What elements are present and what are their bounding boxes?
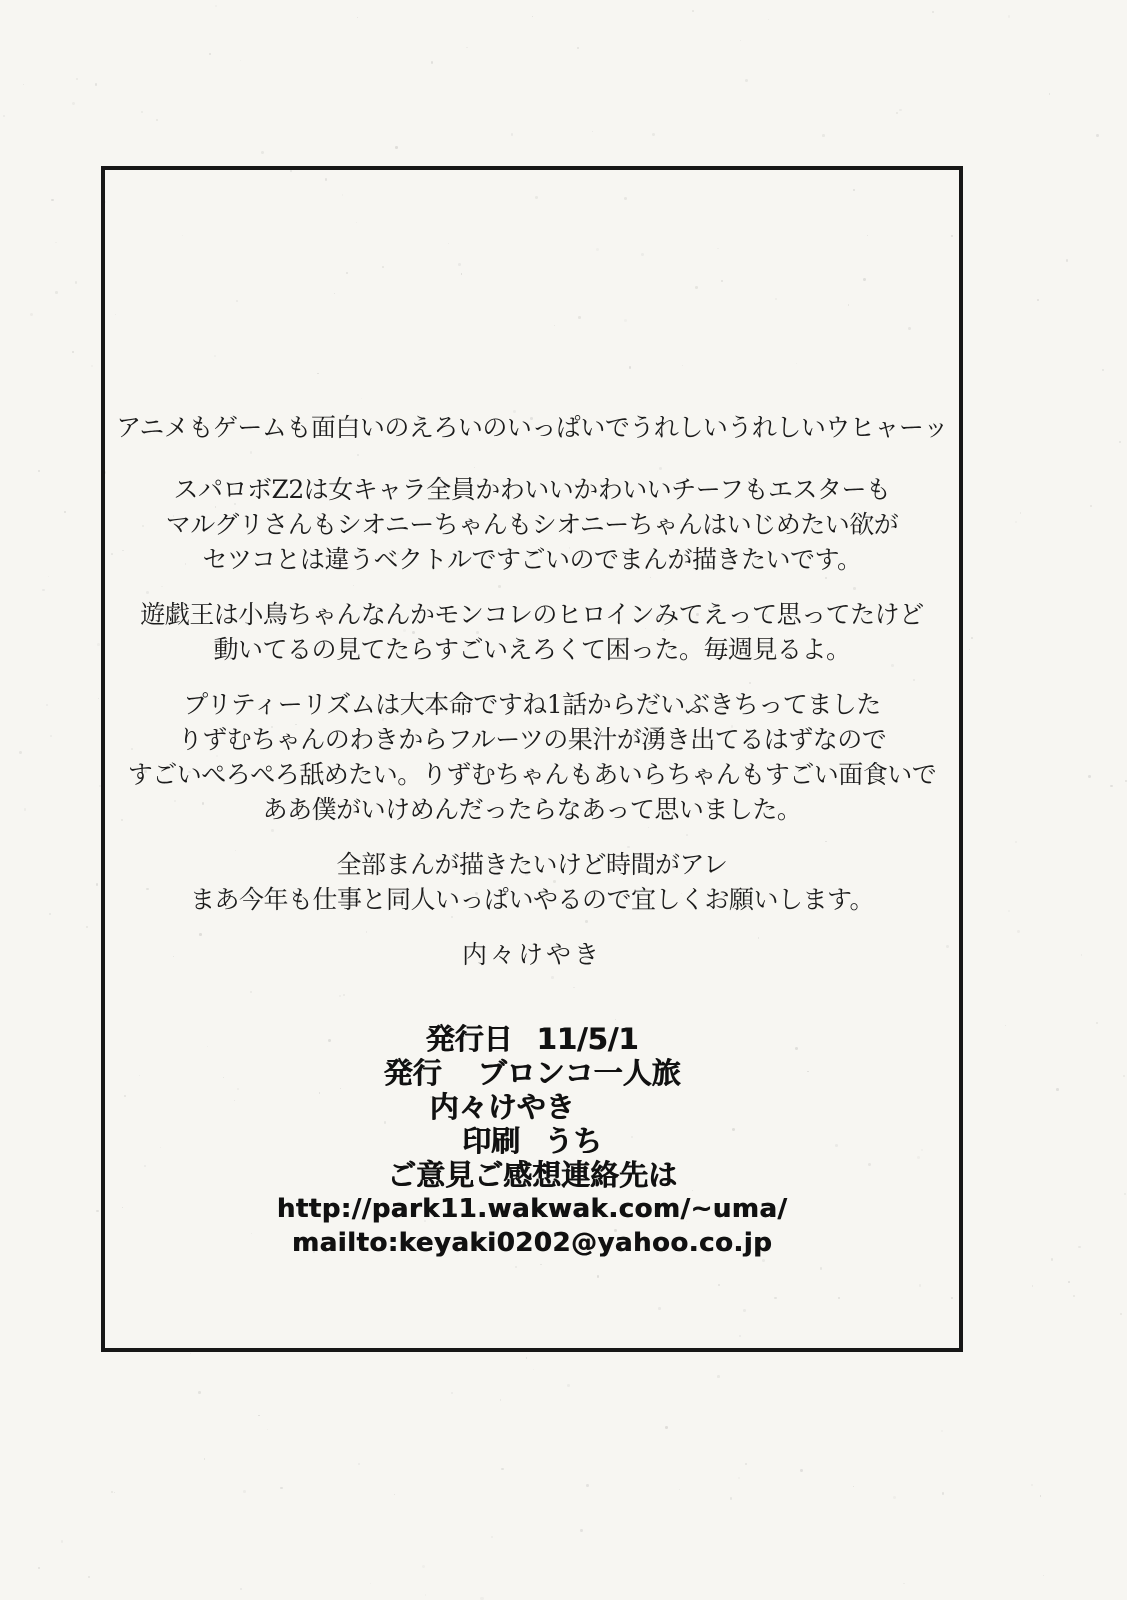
afterword-line: セツコとは違うベクトルですごいのでまんが描きたいです。	[202, 545, 862, 574]
colophon-website: http://park11.wakwak.com/~uma/	[276, 1194, 788, 1224]
publish-date-label: 発行日	[425, 1022, 513, 1056]
printing-value: うち	[544, 1124, 603, 1158]
page-border-frame	[101, 166, 963, 1352]
colophon-printing-row	[105, 1124, 959, 1158]
afterword-paragraph	[105, 472, 959, 577]
afterword-line: スパロボZ2は女キャラ全員かわいいかわいいチーフもエスターも	[173, 475, 891, 504]
afterword-content	[105, 170, 959, 1260]
afterword-line: 全部まんが描きたいけど時間がアレ	[336, 850, 728, 879]
colophon-author-row	[75, 1090, 929, 1124]
afterword-paragraph	[105, 410, 959, 445]
colophon-contact-heading: ご意見ご感想連絡先は	[386, 1158, 677, 1192]
afterword-line: まあ今年も仕事と同人いっぱいやるので宜しくお願いします。	[189, 885, 874, 914]
afterword-paragraph	[105, 847, 959, 917]
author-name: 内々けやき	[429, 1090, 575, 1124]
afterword-line: プリティーリズムは大本命ですね1話からだいぶきちってました	[183, 690, 881, 719]
afterword-line: すごいぺろぺろ舐めたい。りずむちゃんもあいらちゃんもすごい面食いで	[127, 760, 937, 789]
afterword-line: ああ僕がいけめんだったらなあって思いました。	[262, 795, 802, 824]
afterword-line: 遊戯王は小鳥ちゃんなんかモンコレのヒロインみてえって思ってたけど	[140, 600, 924, 629]
afterword-line: りずむちゃんのわきからフルーツの果汁が湧き出てるはずなので	[177, 725, 887, 754]
colophon-publisher-row	[105, 1056, 959, 1090]
colophon-publish-date-row	[105, 1022, 959, 1056]
publisher-value: ブロンコ一人旅	[477, 1056, 681, 1090]
publish-date-value: 11/5/1	[536, 1022, 639, 1056]
afterword-paragraph	[105, 597, 959, 667]
afterword-line: マルグリさんもシオニーちゃんもシオニーちゃんはいじめたい欲が	[165, 510, 899, 539]
printing-label: 印刷	[461, 1124, 520, 1158]
author-signature: 内々けやき	[461, 940, 602, 969]
publisher-label: 発行	[383, 1056, 442, 1090]
afterword-line: アニメもゲームも面白いのえろいのいっぱいでうれしいうれしいウヒャーッ	[116, 413, 948, 442]
colophon	[105, 1022, 959, 1260]
afterword-paragraph	[105, 687, 959, 827]
afterword-line: 動いてるの見てたらすごいえろくて困った。毎週見るよ。	[213, 635, 851, 664]
colophon-email: mailto:keyaki0202@yahoo.co.jp	[291, 1228, 773, 1258]
